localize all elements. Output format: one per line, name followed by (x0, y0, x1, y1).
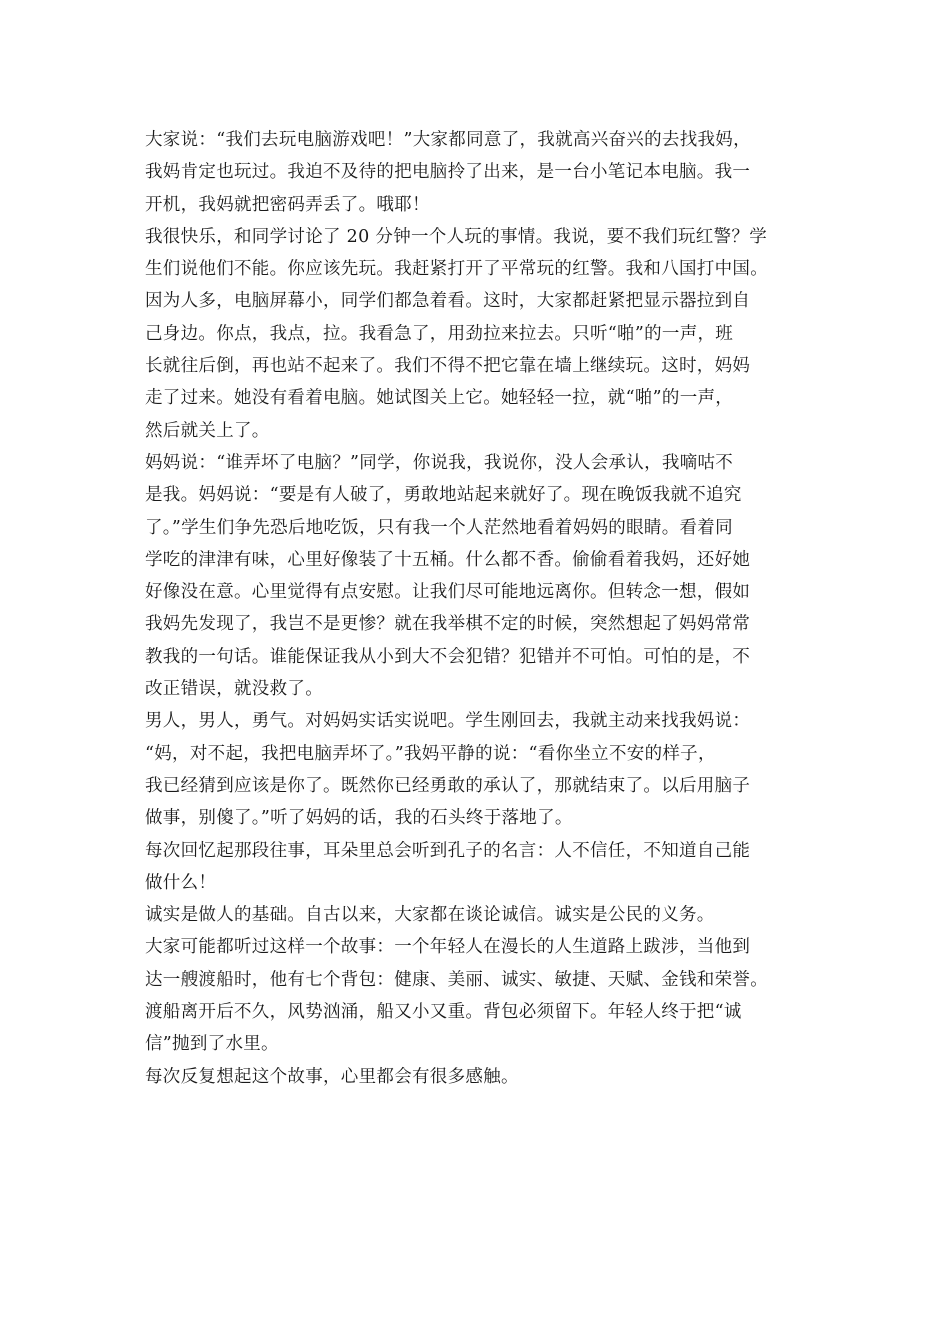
text-line: 开机，我妈就把密码弄丢了。哦耶！ (145, 194, 430, 215)
text-line: 渡船离开后不久，风势汹涌，船又小又重。背包必须留下。年轻人终于把“诚 (145, 1002, 742, 1023)
text-line: 教我的一句话。谁能保证我从小到大不会犯错？犯错并不可怕。可怕的是，不 (145, 646, 751, 667)
text-line: 信”抛到了水里。 (145, 1034, 279, 1055)
text-line: 做事，别傻了。”听了妈妈的话，我的石头终于落地了。 (145, 808, 573, 829)
text-line: 男人，男人，勇气。对妈妈实话实说吧。学生刚回去，我就主动来找我妈说： (145, 711, 751, 732)
text-line: 改正错误，就没救了。 (145, 679, 323, 700)
text-line: 因为人多，电脑屏幕小，同学们都急着看。这时，大家都赶紧把显示器拉到自 (145, 291, 751, 312)
essay-body (145, 124, 815, 1093)
text-line: 我已经猜到应该是你了。既然你已经勇敢的承认了，那就结束了。以后用脑子 (145, 775, 751, 796)
text-line: 诚实是做人的基础。自古以来，大家都在谈论诚信。诚实是公民的义务。 (145, 905, 715, 926)
text-line: 长就往后倒，再也站不起来了。我们不得不把它靠在墙上继续玩。这时，妈妈 (145, 356, 751, 377)
text-line: 生们说他们不能。你应该先玩。我赶紧打开了平常玩的红警。我和八国打中国。 (145, 259, 768, 280)
text-line: “妈，对不起，我把电脑弄坏了。”我妈平静的说：“看你坐立不安的样子， (145, 743, 716, 764)
text-line: 我很快乐，和同学讨论了 20 分钟一个人玩的事情。我说，要不我们玩红警？学 (145, 226, 767, 247)
text-line: 大家可能都听过这样一个故事：一个年轻人在漫长的人生道路上跋涉，当他到 (145, 937, 751, 958)
text-line: 达一艘渡船时，他有七个背包：健康、美丽、诚实、敏捷、天赋、金钱和荣誉。 (145, 969, 768, 990)
text-line: 每次回忆起那段往事，耳朵里总会听到孔子的名言：人不信任，不知道自己能 (145, 840, 751, 861)
text-line: 每次反复想起这个故事，心里都会有很多感触。 (145, 1066, 519, 1087)
text-line: 做什么！ (145, 872, 217, 893)
text-line: 了。”学生们争先恐后地吃饭，只有我一个人茫然地看着妈妈的眼睛。看着同 (145, 517, 733, 538)
text-line: 走了过来。她没有看着电脑。她试图关上它。她轻轻一拉，就“啪”的一声， (145, 388, 734, 409)
text-line: 己身边。你点，我点，拉。我看急了，用劲拉来拉去。只听“啪”的一声，班 (145, 323, 734, 344)
text-line: 大家说：“我们去玩电脑游戏吧！”大家都同意了，我就高兴奋兴的去找我妈， (145, 130, 751, 150)
text-line: 是我。妈妈说：“要是有人破了，勇敢地站起来就好了。现在晚饭我就不追究 (145, 485, 742, 506)
text-line: 我妈先发现了，我岂不是更惨？就在我举棋不定的时候，突然想起了妈妈常常 (145, 614, 751, 635)
text-line: 然后就关上了。 (145, 420, 270, 441)
text-line: 好像没在意。心里觉得有点安慰。让我们尽可能地远离你。但转念一想，假如 (145, 582, 751, 603)
text-line: 我妈肯定也玩过。我迫不及待的把电脑拎了出来，是一台小笔记本电脑。我一 (145, 162, 751, 183)
text-line: 妈妈说：“谁弄坏了电脑？”同学，你说我，我说你，没人会承认，我嘀咕不 (145, 452, 734, 473)
text-line: 学吃的津津有味，心里好像装了十五桶。什么都不香。偷偷看着我妈，还好她 (145, 549, 751, 570)
